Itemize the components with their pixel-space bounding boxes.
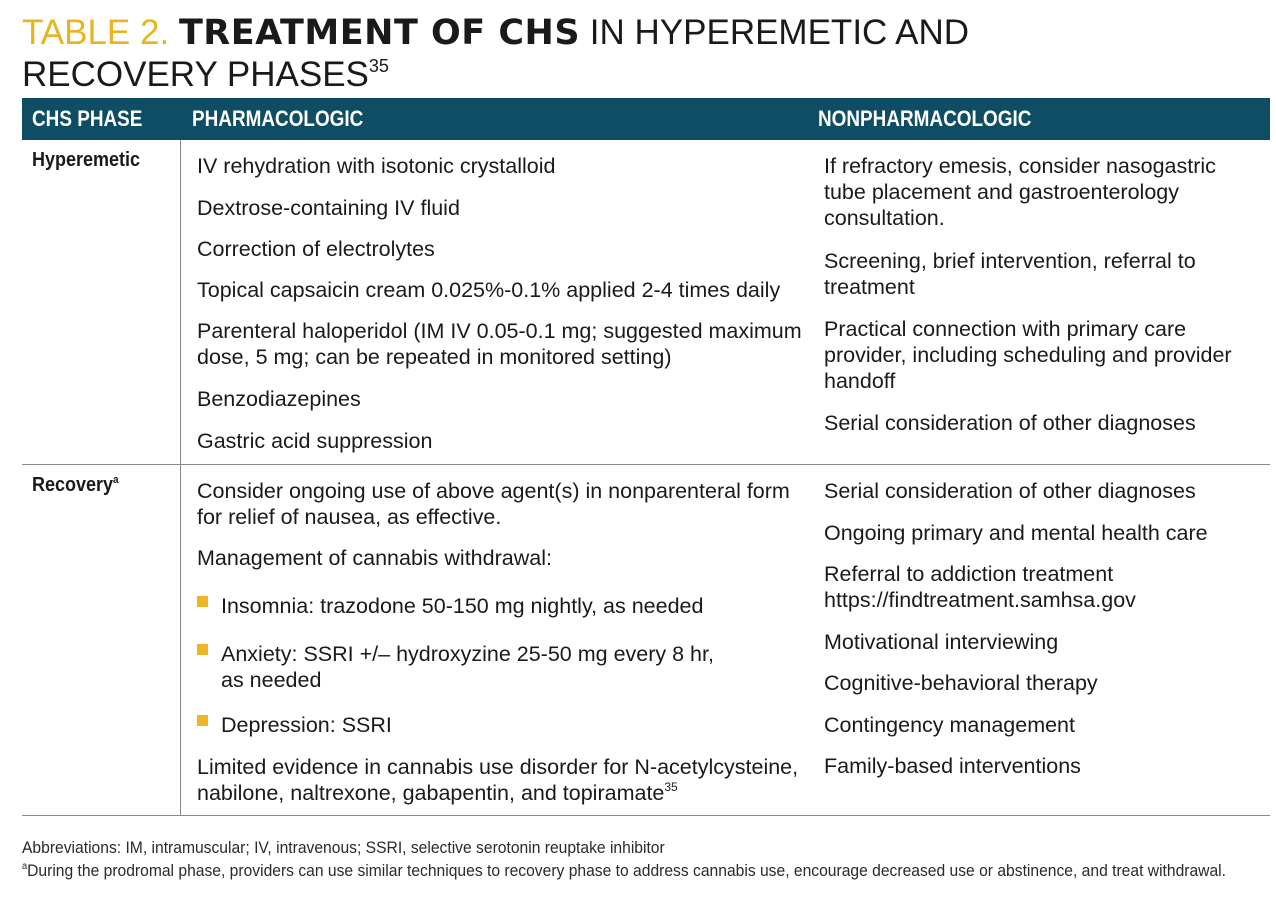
- pharm-item: Topical capsaicin cream 0.025%-0.1% applied 2-4 times daily: [197, 278, 781, 302]
- nonpharm-item: [824, 153, 1216, 231]
- line: handoff: [824, 369, 896, 393]
- line: dose, 5 mg; can be repeated in monitored setting): [197, 345, 672, 369]
- bullet-text: Depression: SSRI: [221, 713, 392, 737]
- title-rest-line1: IN HYPEREMETIC AND: [589, 13, 970, 52]
- nonpharm-item: Motivational interviewing: [824, 630, 1059, 654]
- line: consultation.: [824, 206, 945, 230]
- bullet-text: Insomnia: trazodone 50-150 mg nightly, as needed: [221, 594, 704, 618]
- column-divider: [180, 140, 181, 464]
- phase-label: [32, 474, 119, 497]
- pharm-item: Dextrose-containing IV fluid: [197, 196, 460, 220]
- nonpharm-item: [824, 561, 1136, 613]
- table-title: [22, 12, 1262, 96]
- prodromal-footnote: [22, 861, 1226, 881]
- footnote-marker: a: [22, 861, 28, 872]
- link-text: https://findtreatment.samhsa.gov: [824, 588, 1136, 612]
- bullet-item: [197, 641, 714, 693]
- reference-marker: 35: [664, 780, 678, 794]
- pharm-item: Management of cannabis withdrawal:: [197, 546, 552, 570]
- table-row-hyperemetic: [22, 140, 1270, 465]
- title-reference: 35: [368, 56, 389, 76]
- pharm-item: Correction of electrolytes: [197, 237, 435, 261]
- title-rest-line2: RECOVERY PHASES: [22, 55, 369, 94]
- line: Practical connection with primary care: [824, 317, 1187, 341]
- line: Parenteral haloperidol (IM IV 0.05-0.1 mg; suggested maximum: [197, 319, 802, 343]
- abbreviations-footnote: Abbreviations: IM, intramuscular; IV, intravenous; SSRI, selective serotonin reuptake inhibitor: [22, 838, 665, 857]
- table-row-recovery: [22, 465, 1270, 816]
- line: tube placement and gastroenterology: [824, 180, 1179, 204]
- title-line-2: [22, 54, 1262, 96]
- line: treatment: [824, 275, 915, 299]
- pharm-item: [197, 754, 798, 806]
- nonpharm-item: Cognitive-behavioral therapy: [824, 671, 1098, 695]
- footnote-text: During the prodromal phase, providers can use similar techniques to recovery phase to address cannabis use, encourage decreased use or abstinence, and treat withdrawal.: [27, 861, 1227, 880]
- nonpharm-item: [824, 248, 1196, 300]
- nonpharm-item: [824, 316, 1232, 394]
- nonpharm-item: Family-based interventions: [824, 754, 1081, 778]
- bullet-square-icon: [197, 596, 208, 607]
- nonpharm-item: Ongoing primary and mental health care: [824, 521, 1208, 545]
- pharm-item: Benzodiazepines: [197, 387, 361, 411]
- pharm-item: [197, 478, 790, 530]
- column-divider: [180, 465, 181, 815]
- pharm-item: [197, 318, 802, 370]
- bullet-square-icon: [197, 715, 208, 726]
- header-nonpharmacologic: NONPHARMACOLOGIC: [818, 106, 1032, 131]
- bullet-item: [197, 712, 392, 738]
- header-chs-phase: CHS PHASE: [32, 106, 143, 131]
- phase-label: Hyperemetic: [32, 149, 141, 171]
- nonpharm-item: Contingency management: [824, 713, 1075, 737]
- bullet-text: Anxiety: SSRI +/– hydroxyzine 25-50 mg every 8 hr,: [221, 642, 714, 666]
- line: for relief of nausea, as effective.: [197, 505, 502, 529]
- bullet-text: as needed: [221, 668, 322, 692]
- table-number: TABLE 2.: [22, 13, 170, 52]
- phase-label-text: Recovery: [32, 474, 114, 496]
- bullet-square-icon: [197, 644, 208, 655]
- bullet-item: [197, 593, 703, 619]
- line: provider, including scheduling and provider: [824, 343, 1232, 367]
- table-header: [22, 98, 1270, 140]
- title-bold: TREATMENT OF CHS: [178, 13, 581, 53]
- line: Referral to addiction treatment: [824, 562, 1114, 586]
- nonpharm-item: Serial consideration of other diagnoses: [824, 479, 1196, 503]
- line: Limited evidence in cannabis use disorder for N-acetylcysteine,: [197, 755, 799, 779]
- line: Screening, brief intervention, referral to: [824, 249, 1196, 273]
- line: If refractory emesis, consider nasogastric: [824, 154, 1216, 178]
- pharm-item: IV rehydration with isotonic crystalloid: [197, 154, 556, 178]
- line: nabilone, naltrexone, gabapentin, and topiramate: [197, 781, 665, 805]
- pharm-item: Gastric acid suppression: [197, 429, 433, 453]
- footnote-marker: a: [113, 474, 119, 486]
- header-pharmacologic: PHARMACOLOGIC: [192, 106, 364, 131]
- title-line-1: [22, 12, 1262, 54]
- nonpharm-item: Serial consideration of other diagnoses: [824, 411, 1196, 435]
- line: Consider ongoing use of above agent(s) in nonparenteral form: [197, 479, 790, 503]
